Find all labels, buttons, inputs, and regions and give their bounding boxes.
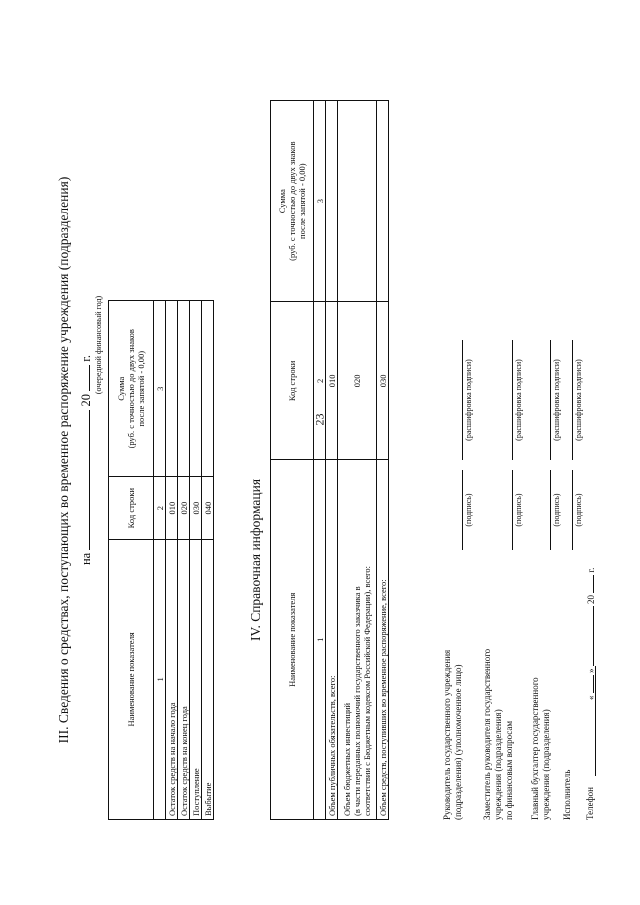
row-name: Остаток средств на начало года [166,539,178,819]
col-number: 1 [314,460,326,820]
table-row [166,301,178,820]
sign-caption: (подпись) [514,493,523,527]
day-blank [593,675,594,693]
col-number: 2 [154,477,166,539]
sign-caption: (подпись) [574,493,583,527]
row-code: 020 [338,302,377,460]
section3-period-line [78,40,94,880]
row-code: 020 [178,477,190,539]
signature-role: Заместитель руководителя государственного учреждения (подразделения) по финансовым вопросам [482,648,514,820]
col-number: 3 [154,301,166,477]
row-sum [377,101,389,302]
section3-table [108,300,214,820]
date-line [586,520,596,700]
rotated-content [40,40,600,880]
row-code: 010 [166,477,178,539]
row-name: Объем средств, поступивших во временное распоряжение, всего: [377,460,389,820]
date-year-blank [593,575,594,593]
header-name: Наименование показателя [271,460,314,820]
row-code: 030 [377,302,389,460]
date-open-quote: « [586,695,596,700]
table-row [202,301,214,820]
year-prefix: 20 [79,394,93,407]
row-sum [202,301,214,477]
row-sum [338,101,377,302]
month-blank [593,606,594,666]
row-sum [326,101,338,302]
header-sum: Сумма (руб. с точностью до двух знаков после запятой - 0,00) [109,301,154,477]
page-number: 23 [312,413,327,426]
header-code: Код строки [109,477,154,539]
decode-caption: (расшифровка подписи) [464,359,473,441]
table-row [190,301,202,820]
row-name: Объем бюджетных инвестиций (в части переданных полномочий государственного заказчика в соответствии с Бюджетным кодексом Российской Федерации), всего: [338,460,377,820]
date-year-suffix: г. [586,567,596,573]
on-label: на [79,552,93,566]
period-note: (очередной финансовый год) [94,295,103,395]
table-row [326,101,338,820]
table-row [377,101,389,820]
decode-line [462,340,463,460]
signature-line [512,470,513,550]
col-number: 3 [314,101,326,302]
col-number: 2 [314,302,326,460]
header-sum: Сумма (руб. с точностью до двух знаков после запятой - 0,00) [271,101,314,302]
year-blank [78,365,90,391]
row-sum [178,301,190,477]
col-number: 1 [154,539,166,819]
decode-line [550,340,551,460]
signature-role: Исполнитель [562,769,572,820]
signature-line [462,470,463,550]
year-suffix: г. [79,354,93,362]
row-sum [166,301,178,477]
signature-role: Руководитель государственного учреждения (подразделения) (уполномоченное лицо) [442,649,463,820]
section4-title: IV. Справочная информация [248,478,263,642]
date-year-prefix: 20 [586,595,596,604]
row-sum [190,301,202,477]
row-name: Объем публичных обязательств, всего: [326,460,338,820]
header-code: Код строки [271,302,314,460]
date-close-quote: » [586,668,596,673]
decode-caption: (расшифровка подписи) [574,359,583,441]
header-name: Наименование показателя [109,539,154,819]
signature-line [550,470,551,550]
sign-caption: (подпись) [552,493,561,527]
row-code: 030 [190,477,202,539]
row-name: Выбытие [202,539,214,819]
row-code: 010 [326,302,338,460]
decode-line [572,340,573,460]
section4-table [270,100,389,820]
signature-line [572,470,573,550]
table-row [178,301,190,820]
table-row [338,101,377,820]
period-blank [78,410,90,550]
decode-line [512,340,513,460]
sign-caption: (подпись) [464,493,473,527]
row-name: Поступление [190,539,202,819]
decode-caption: (расшифровка подписи) [552,359,561,441]
row-name: Остаток средств на конец года [178,539,190,819]
row-code: 040 [202,477,214,539]
signature-role: Главный бухгалтер государственного учреждения (подразделения) [530,677,551,820]
phone-label: Телефон [585,787,595,820]
decode-caption: (расшифровка подписи) [514,359,523,441]
section3-title: III. Сведения о средствах, поступающих во временное распоряжение учреждения (подразделения) [56,176,71,744]
